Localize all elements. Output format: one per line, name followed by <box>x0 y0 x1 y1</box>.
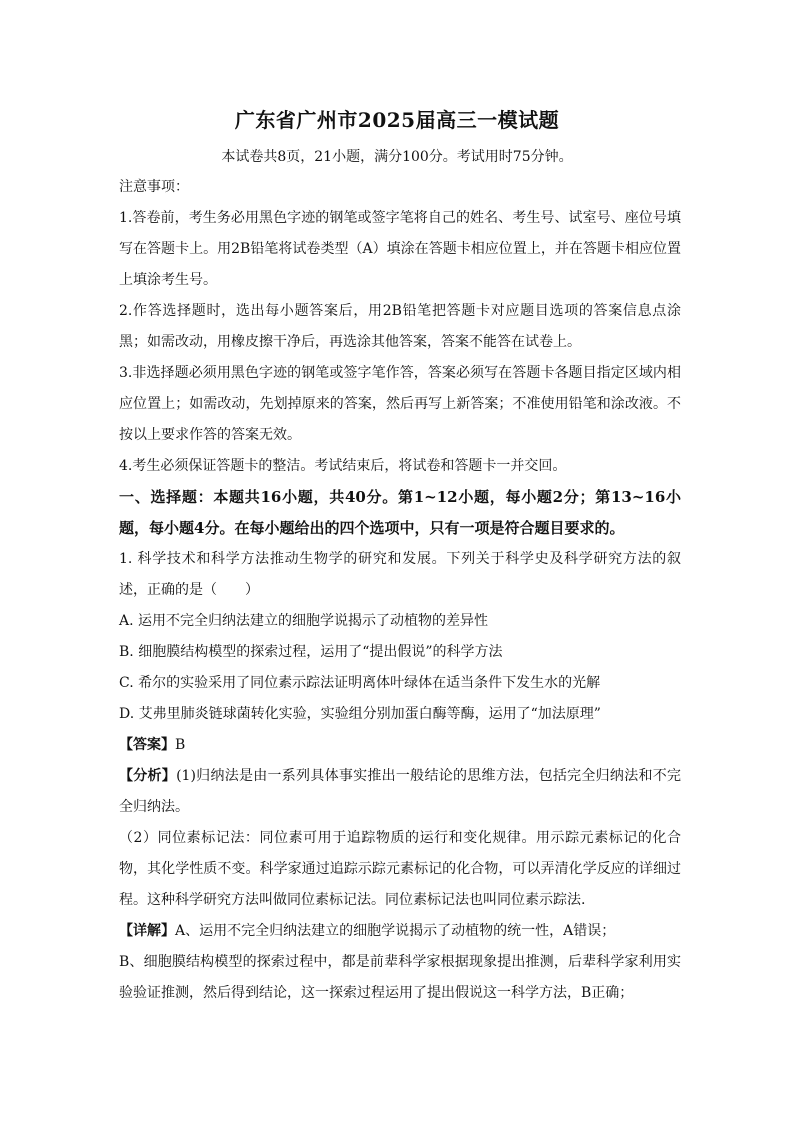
option-c: C. 希尔的实验采用了同位素示踪法证明离体叶绿体在适当条件下发生水的光解 <box>119 675 601 691</box>
detail-label: 【详解】 <box>119 923 175 939</box>
detail-text-1: A、运用不完全归纳法建立的细胞学说揭示了动植物的统一性，A错误； <box>175 923 616 939</box>
document-subtitle: 本试卷共8页，21小题，满分100分。考试用时75分钟。 <box>221 149 573 165</box>
analysis-line-1 <box>119 761 681 823</box>
option-d: D. 艾弗里肺炎链球菌转化实验，实验组分别加蛋白酶等酶，运用了“加法原理” <box>119 706 601 722</box>
detail-text-2: B、细胞膜结构模型的探索过程中，都是前辈科学家根据现象提出推测，后辈科学家利用实验验证推测，然后得到结论，这一探索过程运用了提出假说这一科学方法，B正确； <box>119 954 681 1001</box>
note-1: 1.答卷前，考生务必用黑色字迹的钢笔或签字笔将自己的姓名、考生号、试室号、座位号填写在答题卡上。用2B铅笔将试卷类型（A）填涂在答题卡相应位置上，并在答题卡相应位置上填涂考生号。 <box>119 210 681 288</box>
document-title: 广东省广州市2025届高三一模试题 <box>234 108 560 132</box>
analysis-text-1: (1)归纳法是由一系列具体事实推出一般结论的思维方法，包括完全归纳法和不完全归纳法。 <box>119 768 681 815</box>
note-2: 2.作答选择题时，选出每小题答案后，用2B铅笔把答题卡对应题目选项的答案信息点涂黑；如需改动，用橡皮擦干净后，再选涂其他答案，答案不能答在试卷上。 <box>119 303 681 350</box>
section-heading: 一、选择题：本题共16小题，共40分。第1~12小题，每小题2分；第13~16小题，每小题4分。在每小题给出的四个选项中，只有一项是符合题目要求的。 <box>119 488 681 537</box>
analysis-label: 【分析】 <box>119 768 177 784</box>
question-stem: 1. 科学技术和科学方法推动生物学的研究和发展。下列关于科学史及科学研究方法的叙述，正确的是（ ） <box>119 551 681 598</box>
answer-label: 【答案】 <box>119 737 175 753</box>
detail-line-1 <box>119 916 681 947</box>
answer-value: B <box>175 737 186 753</box>
option-b: B. 细胞膜结构模型的探索过程，运用了“提出假说”的科学方法 <box>119 644 503 660</box>
option-a: A. 运用不完全归纳法建立的细胞学说揭示了动植物的差异性 <box>119 613 489 629</box>
note-4: 4.考生必须保证答题卡的整洁。考试结束后，将试卷和答题卡一并交回。 <box>119 458 567 474</box>
analysis-text-2: （2）同位素标记法：同位素可用于追踪物质的运行和变化规律。用示踪元素标记的化合物，其化学性质不变。科学家通过追踪示踪元素标记的化合物，可以弄清化学反应的详细过程。这种科学研究方法叫做同位素标记法。同位素标记法也叫同位素示踪法. <box>119 830 681 908</box>
note-3: 3.非选择题必须用黑色字迹的钢笔或签字笔作答，答案必须写在答题卡各题目指定区域内相应位置上；如需改动，先划掉原来的答案，然后再写上新答案；不准使用铅笔和涂改液。不按以上要求作答的答案无效。 <box>119 365 681 443</box>
document-body <box>119 172 681 1009</box>
answer-line <box>119 730 681 761</box>
notes-heading: 注意事项： <box>119 179 189 195</box>
